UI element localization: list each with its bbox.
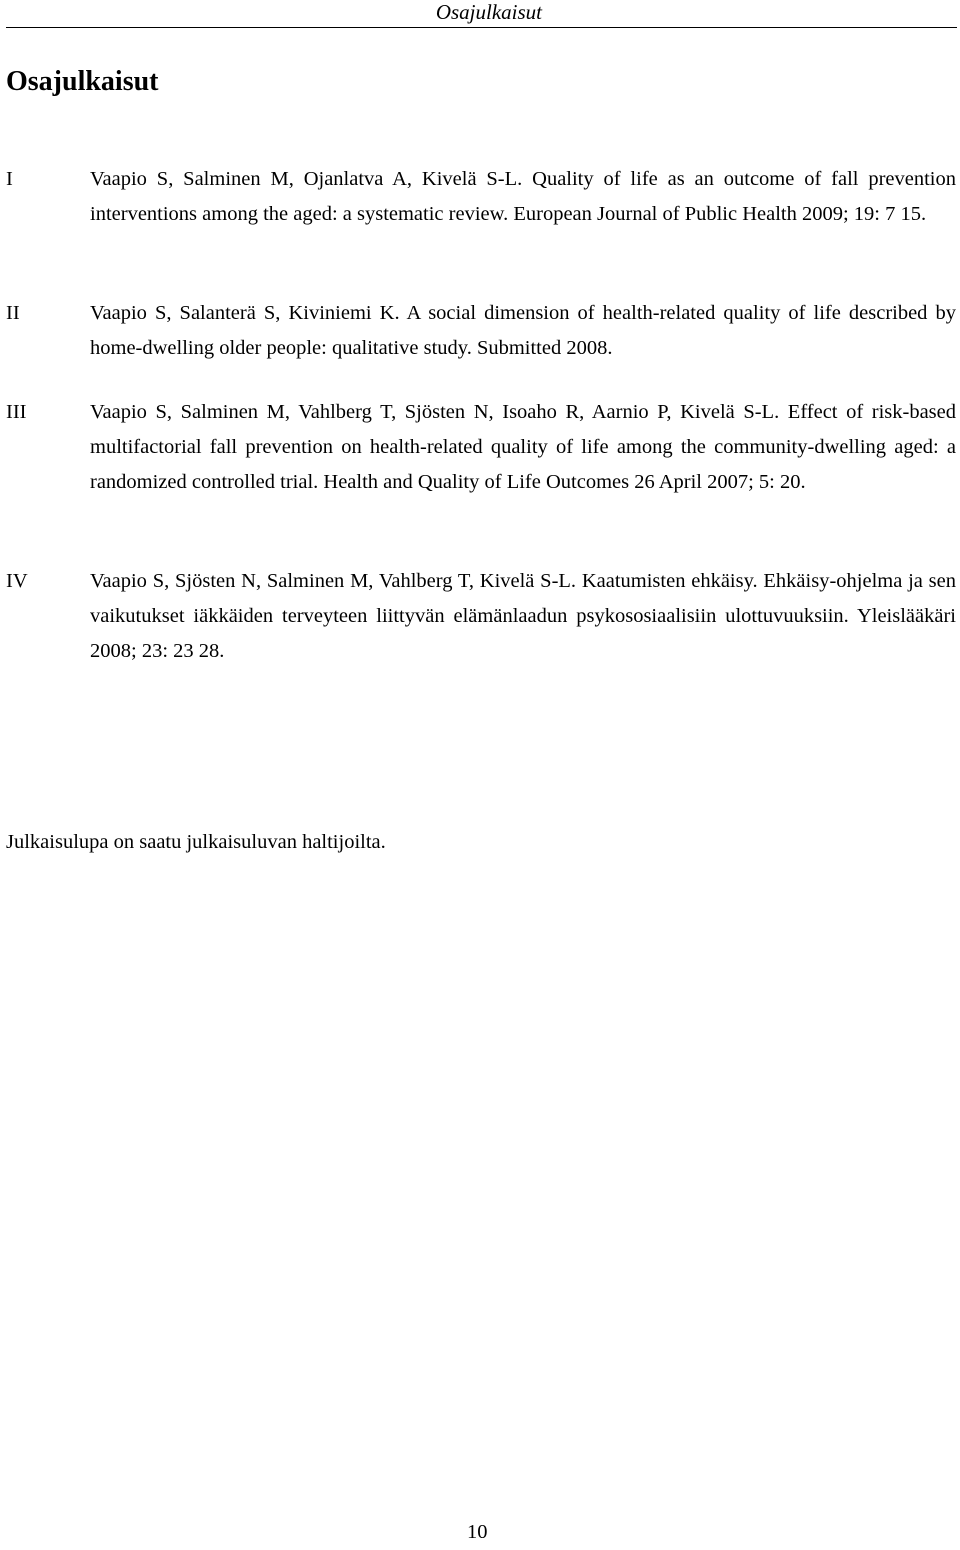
publication-item [6, 395, 956, 500]
publication-citation: Vaapio S, Salminen M, Ojanlatva A, Kivelä S-L. Quality of life as an outcome of fall prevention interventions among the aged: a systematic review. European Journal of Public Health 2009; 19: 7 15. [90, 168, 956, 225]
publication-numeral: I [6, 168, 13, 190]
publication-citation: Vaapio S, Salanterä S, Kiviniemi K. A social dimension of health-related quality of life described by home-dwelling older people: qualitative study. Submitted 2008. [90, 302, 956, 359]
publication-item [6, 296, 956, 366]
publication-item [6, 162, 956, 232]
publication-numeral: II [6, 302, 20, 324]
permission-note: Julkaisulupa on saatu julkaisuluvan haltijoilta. [6, 831, 386, 853]
publication-citation: Vaapio S, Salminen M, Vahlberg T, Sjösten N, Isoaho R, Aarnio P, Kivelä S-L. Effect of risk-based multifactorial fall prevention on health-related quality of life among the community-dwelling aged: a randomized controlled trial. Health and Quality of Life Outcomes 26 April 2007; 5: 20. [90, 401, 956, 493]
publication-numeral: IV [6, 570, 28, 592]
header-rule [6, 27, 957, 28]
publication-numeral: III [6, 401, 27, 423]
page-number: 10 [467, 1521, 488, 1543]
publication-citation: Vaapio S, Sjösten N, Salminen M, Vahlberg T, Kivelä S-L. Kaatumisten ehkäisy. Ehkäisy-ohjelma ja sen vaikutukset iäkkäiden terveyteen liittyvän elämänlaadun psykososiaalisiin ulottuvuuksiin. Yleislääkäri 2008; 23: 23 28. [90, 570, 956, 662]
page-title: Osajulkaisut [6, 66, 159, 97]
running-header: Osajulkaisut [435, 0, 542, 24]
publication-item [6, 564, 956, 669]
